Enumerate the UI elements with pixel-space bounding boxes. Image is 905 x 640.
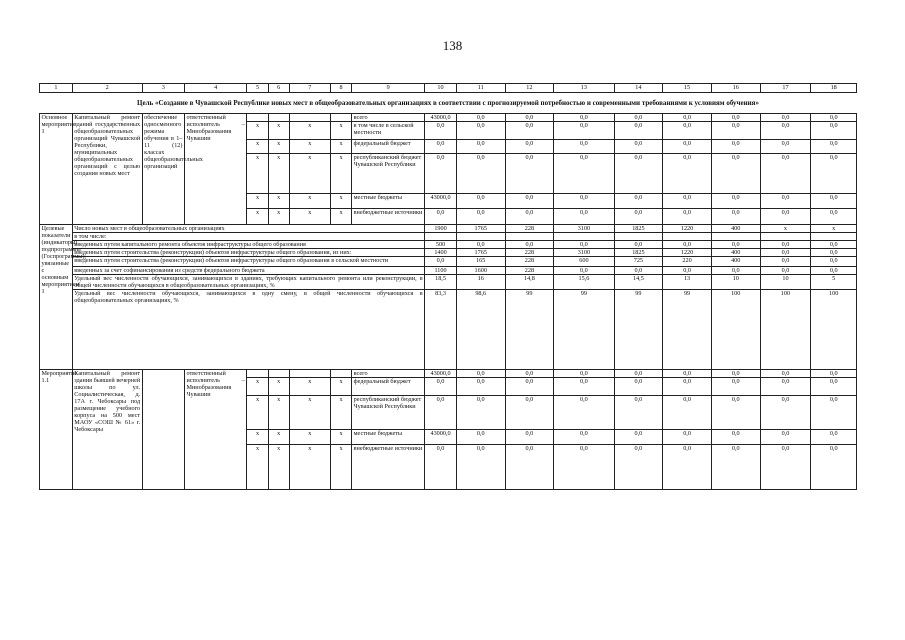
indicator-name: введенных путем строительства (реконструкции) объектов инфраструктуры общего образования в сельской местности [72, 257, 424, 267]
value-cell: 0,0 [614, 445, 663, 490]
code-cell [330, 370, 351, 378]
value-cell: 0,0 [760, 114, 811, 122]
value-cell: 0,0 [554, 194, 614, 209]
value-cell: 0,0 [811, 140, 857, 154]
value-cell: 0,0 [456, 140, 505, 154]
value-cell: 0,0 [505, 378, 554, 396]
value-cell: 0,0 [505, 370, 554, 378]
value-cell: 0,0 [505, 114, 554, 122]
indicator-value: 0,0 [760, 257, 811, 267]
value-cell: 0,0 [554, 430, 614, 445]
indicator-value: 15,6 [554, 275, 614, 290]
code-cell [289, 370, 330, 378]
code-cell: x [330, 396, 351, 430]
funding-source: всего [352, 370, 425, 378]
indicator-value: 0,0 [614, 267, 663, 275]
value-cell: 43000,0 [425, 194, 457, 209]
value-cell: 0,0 [711, 209, 760, 225]
indicator-row [40, 241, 857, 249]
indicator-value: 99 [554, 290, 614, 370]
indicator-value: 1765 [456, 249, 505, 257]
value-cell: 0,0 [505, 140, 554, 154]
executor: ответственный исполнитель – Минобразования Чувашии [184, 114, 246, 225]
funding-source: внебюджетные источники [352, 445, 425, 490]
event-title: Капитальный ремонт здания бывшей вечерней школы по ул. Социалистическая, д. 17А г. Чебоксары под размещение учебного корпуса на 500 мест МАОУ «СОШ № 61» г. Чебоксары [72, 370, 142, 490]
executor: ответственный исполнитель – Минобразования Чувашии [184, 370, 246, 490]
code-cell: x [330, 154, 351, 194]
column-number: 6 [268, 84, 289, 93]
indicator-value [760, 233, 811, 241]
indicator-value: 1100 [425, 267, 457, 275]
indicator-value: 1825 [614, 225, 663, 233]
code-cell: x [268, 209, 289, 225]
code-cell: x [330, 140, 351, 154]
code-cell [330, 114, 351, 122]
indicator-value: 99 [505, 290, 554, 370]
indicator-value: 500 [425, 241, 457, 249]
indicator-value: 400 [711, 257, 760, 267]
value-cell: 0,0 [456, 154, 505, 194]
event-result: обеспечение односменного режима обучения в 1–11 (12) классах общеобразовательных организаций [142, 114, 184, 225]
value-cell: 0,0 [554, 140, 614, 154]
value-cell: 0,0 [425, 140, 457, 154]
value-cell: 0,0 [505, 445, 554, 490]
indicator-row [40, 267, 857, 275]
funding-source: местные бюджеты [352, 430, 425, 445]
indicator-value: 0,0 [811, 241, 857, 249]
indicator-name: введенных за счет софинансирования из средств федерального бюджета [72, 267, 424, 275]
indicator-name: введенных путем строительства (реконструкции) объектов инфраструктуры общего образования, из них: [72, 249, 424, 257]
value-cell: 0,0 [663, 122, 712, 140]
value-cell: 0,0 [811, 430, 857, 445]
code-cell: x [247, 122, 268, 140]
value-cell: 0,0 [554, 122, 614, 140]
indicator-row [40, 233, 857, 241]
column-number: 11 [456, 84, 505, 93]
indicator-value: 18,5 [425, 275, 457, 290]
value-cell: 0,0 [760, 370, 811, 378]
code-cell [289, 114, 330, 122]
value-cell: 0,0 [811, 194, 857, 209]
value-cell: 0,0 [425, 122, 457, 140]
code-cell: x [289, 122, 330, 140]
value-cell: 0,0 [614, 140, 663, 154]
indicator-value: 1220 [663, 249, 712, 257]
column-number: 15 [663, 84, 712, 93]
indicator-value: 99 [614, 290, 663, 370]
value-cell: 0,0 [760, 194, 811, 209]
funding-source: федеральный бюджет [352, 378, 425, 396]
column-number: 12 [505, 84, 554, 93]
indicator-value: 0,0 [554, 267, 614, 275]
column-number: 8 [330, 84, 351, 93]
column-number: 17 [760, 84, 811, 93]
code-cell: x [268, 396, 289, 430]
code-cell: x [247, 430, 268, 445]
column-number: 10 [425, 84, 457, 93]
value-cell: 0,0 [614, 209, 663, 225]
indicator-name: Число новых мест в общеобразовательных организациях [72, 225, 424, 233]
code-cell: x [330, 209, 351, 225]
code-cell: x [268, 122, 289, 140]
indicator-value: 1400 [425, 249, 457, 257]
indicator-value: 400 [711, 225, 760, 233]
value-cell: 0,0 [425, 154, 457, 194]
code-cell: x [268, 378, 289, 396]
value-cell: 0,0 [711, 370, 760, 378]
code-cell: x [289, 430, 330, 445]
value-cell: 0,0 [711, 430, 760, 445]
value-cell: 0,0 [760, 154, 811, 194]
indicator-value: 83,3 [425, 290, 457, 370]
value-cell: 0,0 [711, 140, 760, 154]
code-cell: x [330, 430, 351, 445]
value-cell: 0,0 [711, 194, 760, 209]
code-cell: x [268, 140, 289, 154]
value-cell: 0,0 [760, 122, 811, 140]
value-cell: 0,0 [811, 114, 857, 122]
value-cell: 0,0 [711, 114, 760, 122]
code-cell: x [330, 445, 351, 490]
column-number: 13 [554, 84, 614, 93]
indicator-value: 3100 [554, 225, 614, 233]
code-cell: x [330, 194, 351, 209]
value-cell: 0,0 [614, 378, 663, 396]
indicators-label: Целевые показатели (индикаторы) подпрограммы (Госпрограммы), увязанные с основным мероприятием 1 [40, 225, 73, 370]
indicator-value: 0,0 [811, 257, 857, 267]
code-cell: x [330, 122, 351, 140]
value-cell: 0,0 [614, 396, 663, 430]
funding-source: в том числе в сельской местности [352, 122, 425, 140]
indicator-row [40, 290, 857, 370]
value-cell: 0,0 [711, 396, 760, 430]
column-number: 3 [142, 84, 184, 93]
goal-title: Цель «Создание в Чувашской Республике новых мест в общеобразовательных организациях в соответствии с прогнозируемой потребностью и современными требованиями к условиям обучения» [40, 93, 857, 114]
indicator-value [554, 233, 614, 241]
event-result [142, 370, 184, 490]
code-cell [268, 370, 289, 378]
funding-source: федеральный бюджет [352, 140, 425, 154]
value-cell: 0,0 [663, 209, 712, 225]
indicator-value: 100 [811, 290, 857, 370]
code-cell [247, 370, 268, 378]
indicator-value [711, 233, 760, 241]
indicator-value: 100 [760, 290, 811, 370]
indicator-value: 0,0 [505, 241, 554, 249]
value-cell: 0,0 [811, 445, 857, 490]
indicator-value: 0,0 [554, 241, 614, 249]
indicator-value: 0,0 [663, 267, 712, 275]
value-cell: 0,0 [505, 194, 554, 209]
indicator-value: 14,5 [614, 275, 663, 290]
funding-source: республиканский бюджет Чувашской Республики [352, 154, 425, 194]
value-cell: 0,0 [711, 154, 760, 194]
value-cell: 0,0 [760, 430, 811, 445]
code-cell: x [289, 154, 330, 194]
indicator-value: 0,0 [811, 267, 857, 275]
value-cell: 0,0 [554, 378, 614, 396]
indicator-name: Удельный вес численности обучающихся, занимающихся в одну смену, в общей численности обучающихся в общеобразовательных организациях, % [72, 290, 424, 370]
indicator-value: 10 [711, 275, 760, 290]
funding-source: внебюджетные источники [352, 209, 425, 225]
value-cell: 0,0 [425, 445, 457, 490]
value-cell: 0,0 [663, 114, 712, 122]
code-cell [247, 114, 268, 122]
indicator-value: 100 [711, 290, 760, 370]
indicator-value: 0,0 [760, 249, 811, 257]
value-cell: 0,0 [811, 122, 857, 140]
funding-source: всего [352, 114, 425, 122]
code-cell: x [247, 378, 268, 396]
code-cell: x [289, 378, 330, 396]
code-cell: x [268, 194, 289, 209]
indicator-value: 0,0 [456, 241, 505, 249]
indicator-value: 0,0 [811, 249, 857, 257]
indicator-value: 725 [614, 257, 663, 267]
indicator-value: 220 [663, 257, 712, 267]
page-number: 138 [442, 38, 463, 53]
value-cell: 0,0 [811, 378, 857, 396]
indicator-value: x [811, 225, 857, 233]
funding-source: республиканский бюджет Чувашской Республики [352, 396, 425, 430]
value-cell: 0,0 [614, 430, 663, 445]
indicator-row [40, 249, 857, 257]
value-cell: 0,0 [614, 154, 663, 194]
value-cell: 0,0 [663, 194, 712, 209]
value-cell: 0,0 [554, 370, 614, 378]
value-cell: 0,0 [663, 445, 712, 490]
value-cell: 0,0 [663, 378, 712, 396]
value-cell: 0,0 [456, 445, 505, 490]
indicator-value [811, 233, 857, 241]
value-cell: 0,0 [614, 114, 663, 122]
indicator-value: 1825 [614, 249, 663, 257]
column-number: 1 [40, 84, 73, 93]
value-cell: 0,0 [456, 122, 505, 140]
code-cell: x [247, 154, 268, 194]
indicator-value [663, 233, 712, 241]
code-cell: x [289, 396, 330, 430]
value-cell: 0,0 [711, 445, 760, 490]
code-cell: x [289, 194, 330, 209]
code-cell: x [289, 209, 330, 225]
indicator-name: Удельный вес численности обучающихся, занимающихся в зданиях, требующих капитального ремонта или реконструкции, в общей численности обучающихся в общеобразовательных организациях, % [74, 275, 423, 289]
indicator-value [614, 233, 663, 241]
indicator-value [425, 233, 457, 241]
value-cell: 43000,0 [425, 114, 457, 122]
value-cell: 0,0 [554, 209, 614, 225]
value-cell: 0,0 [456, 430, 505, 445]
value-cell: 0,0 [811, 209, 857, 225]
indicator-row [40, 257, 857, 267]
value-cell: 0,0 [811, 154, 857, 194]
value-cell: 0,0 [425, 209, 457, 225]
value-cell: 0,0 [456, 396, 505, 430]
indicator-value: 1600 [456, 267, 505, 275]
code-cell: x [268, 430, 289, 445]
indicator-value: 98,6 [456, 290, 505, 370]
column-number: 16 [711, 84, 760, 93]
code-cell: x [289, 445, 330, 490]
indicator-value: 0,0 [425, 257, 457, 267]
event-number: Мероприятие 1.1 [40, 370, 73, 490]
code-cell: x [247, 140, 268, 154]
value-cell: 0,0 [614, 370, 663, 378]
indicator-value: 400 [711, 249, 760, 257]
indicator-row [40, 225, 857, 233]
indicator-value: 600 [554, 257, 614, 267]
value-cell: 0,0 [663, 430, 712, 445]
value-cell: 0,0 [505, 122, 554, 140]
value-cell: 0,0 [425, 378, 457, 396]
value-cell: 0,0 [456, 209, 505, 225]
value-cell: 0,0 [811, 370, 857, 378]
indicator-value: 99 [663, 290, 712, 370]
value-cell: 0,0 [456, 194, 505, 209]
indicator-name: в том числе: [72, 233, 424, 241]
event-number: Основное мероприятие 1 [40, 114, 73, 225]
code-cell: x [247, 209, 268, 225]
value-cell: 0,0 [425, 396, 457, 430]
column-number: 14 [614, 84, 663, 93]
goal-row [40, 93, 857, 114]
indicator-value [505, 233, 554, 241]
value-cell: 0,0 [505, 430, 554, 445]
column-number: 9 [352, 84, 425, 93]
budget-table [39, 83, 857, 490]
table-row [40, 370, 857, 378]
value-cell: 0,0 [554, 154, 614, 194]
value-cell: 0,0 [456, 370, 505, 378]
indicator-value: 1765 [456, 225, 505, 233]
indicator-value: 0,0 [711, 267, 760, 275]
value-cell: 0,0 [760, 140, 811, 154]
column-number-row [40, 84, 857, 93]
code-cell: x [247, 194, 268, 209]
funding-source: местные бюджеты [352, 194, 425, 209]
code-cell: x [330, 378, 351, 396]
value-cell: 0,0 [505, 209, 554, 225]
code-cell: x [268, 445, 289, 490]
indicator-value: 165 [456, 257, 505, 267]
indicator-value: 1900 [425, 225, 457, 233]
indicator-value: 14,8 [505, 275, 554, 290]
indicator-name: введенных путем капитального ремонта объектов инфраструктуры общего образования [72, 241, 424, 249]
value-cell: 0,0 [760, 396, 811, 430]
value-cell: 43000,0 [425, 430, 457, 445]
indicator-value: 0,0 [760, 241, 811, 249]
value-cell: 0,0 [811, 396, 857, 430]
value-cell: 0,0 [663, 140, 712, 154]
value-cell: 0,0 [760, 209, 811, 225]
column-number: 5 [247, 84, 268, 93]
value-cell: 0,0 [505, 396, 554, 430]
value-cell: 0,0 [554, 445, 614, 490]
column-number: 7 [289, 84, 330, 93]
value-cell: 0,0 [456, 114, 505, 122]
code-cell: x [247, 396, 268, 430]
indicator-value: 10 [760, 275, 811, 290]
column-number: 2 [72, 84, 142, 93]
indicator-value: 228 [505, 267, 554, 275]
column-number: 18 [811, 84, 857, 93]
indicator-value: 0,0 [663, 241, 712, 249]
value-cell: 43000,0 [425, 370, 457, 378]
value-cell: 0,0 [614, 122, 663, 140]
value-cell: 0,0 [711, 378, 760, 396]
value-cell: 0,0 [760, 445, 811, 490]
indicator-value: 13 [663, 275, 712, 290]
value-cell: 0,0 [711, 122, 760, 140]
indicator-value: 228 [505, 257, 554, 267]
indicator-row [40, 275, 857, 290]
indicator-value: 0,0 [760, 267, 811, 275]
code-cell: x [268, 154, 289, 194]
indicator-value: x [760, 225, 811, 233]
value-cell: 0,0 [663, 396, 712, 430]
indicator-value: 5 [811, 275, 857, 290]
indicator-value: 228 [505, 225, 554, 233]
indicator-value: 0,0 [711, 241, 760, 249]
value-cell: 0,0 [760, 378, 811, 396]
value-cell: 0,0 [554, 114, 614, 122]
code-cell [268, 114, 289, 122]
indicator-value: 16 [456, 275, 505, 290]
value-cell: 0,0 [663, 154, 712, 194]
column-number: 4 [184, 84, 246, 93]
indicator-value: 228 [505, 249, 554, 257]
indicator-value [456, 233, 505, 241]
table-row [40, 114, 857, 122]
code-cell: x [247, 445, 268, 490]
code-cell: x [289, 140, 330, 154]
value-cell: 0,0 [505, 154, 554, 194]
value-cell: 0,0 [614, 194, 663, 209]
value-cell: 0,0 [663, 370, 712, 378]
indicator-value: 1220 [663, 225, 712, 233]
event-title: Капитальный ремонт зданий государственных общеобразовательных организаций Чувашской Республики, муниципальных общеобразовательных организаций с целью создания новых мест [72, 114, 142, 225]
indicator-value: 3100 [554, 249, 614, 257]
value-cell: 0,0 [456, 378, 505, 396]
indicator-value: 0,0 [614, 241, 663, 249]
value-cell: 0,0 [554, 396, 614, 430]
